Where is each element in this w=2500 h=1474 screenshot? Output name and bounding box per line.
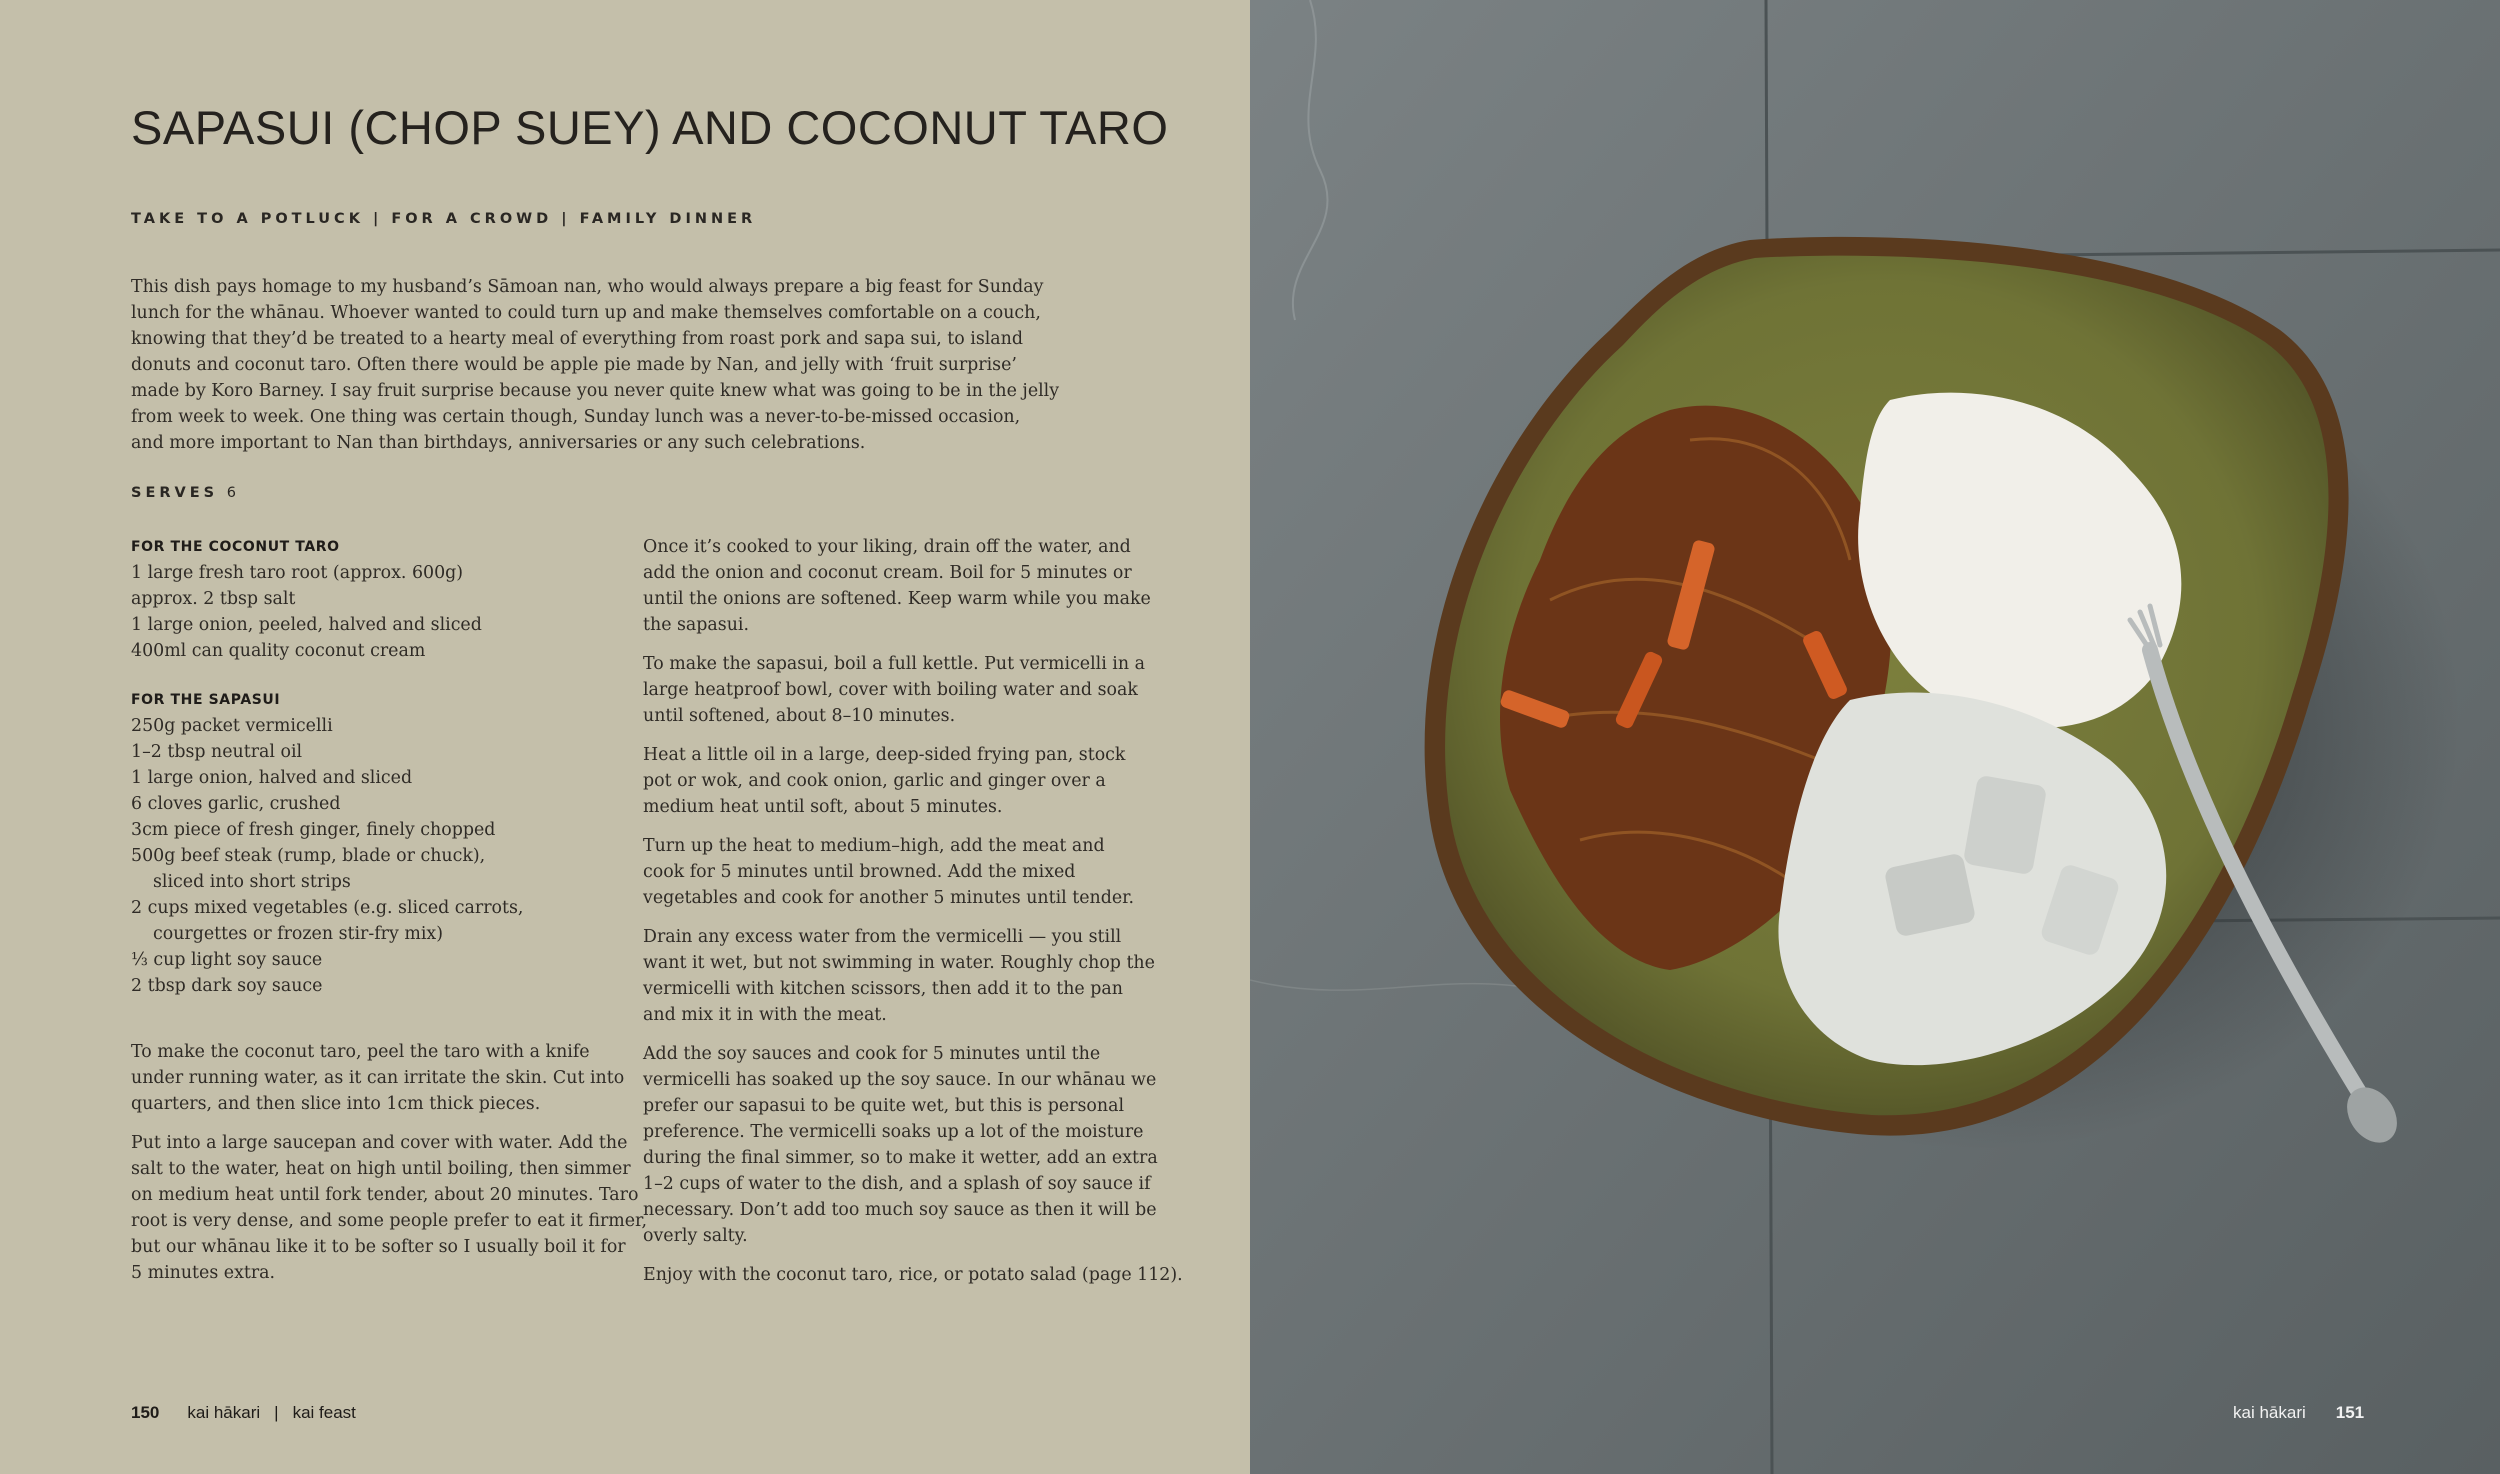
method-line: but our whānau like it to be softer so I usually boil it for xyxy=(131,1237,626,1257)
method-line: Heat a little oil in a large, deep-sided frying pan, stock xyxy=(643,745,1126,765)
method-line: necessary. Don’t add too much soy sauce as then it will be xyxy=(643,1200,1157,1220)
method-line: quarters, and then slice into 1cm thick pieces. xyxy=(131,1094,541,1114)
ingredients-heading: FOR THE SAPASUI xyxy=(131,692,281,708)
method-line: cook for 5 minutes until browned. Add the mixed xyxy=(643,862,1076,882)
ingredients-sapasui xyxy=(131,687,621,999)
left-column xyxy=(131,534,647,1299)
ingredient-item: 2 tbsp dark soy sauce xyxy=(131,976,323,996)
method-paragraph xyxy=(643,651,1143,729)
ingredient-item: 1–2 tbsp neutral oil xyxy=(131,742,303,762)
running-head-section-right: kai hākari xyxy=(2233,1403,2306,1422)
method-line: large heatproof bowl, cover with boiling water and soak xyxy=(643,680,1138,700)
page-number-right: 151 xyxy=(2335,1403,2365,1422)
recipe-tags: TAKE TO A POTLUCK | FOR A CROWD | FAMILY DINNER xyxy=(131,211,757,227)
recipe-title: SAPASUI (CHOP SUEY) AND COCONUT TARO xyxy=(131,101,1169,154)
method-paragraph xyxy=(643,534,1151,638)
ingredient-item: courgettes or frozen stir-fry mix) xyxy=(153,924,443,944)
method-line: overly salty. xyxy=(643,1226,748,1246)
method-paragraph xyxy=(643,742,1143,820)
method-line: Drain any excess water from the vermicelli — you still xyxy=(643,927,1122,947)
method-line: Once it’s cooked to your liking, drain off the water, and xyxy=(643,537,1131,557)
method-line: on medium heat until fork tender, about 20 minutes. Taro xyxy=(131,1185,639,1205)
method-paragraph xyxy=(131,1130,647,1286)
intro-line: and more important to Nan than birthdays, anniversaries or any such celebrations. xyxy=(131,433,866,453)
method-line: want it wet, but not swimming in water. Roughly chop the xyxy=(643,953,1155,973)
ingredient-item: ⅓ cup light soy sauce xyxy=(131,950,323,970)
serves-label: SERVES xyxy=(131,485,219,501)
method-line: pot or wok, and cook onion, garlic and ginger over a xyxy=(643,771,1106,791)
running-head-separator: | xyxy=(274,1403,279,1422)
method-left xyxy=(131,1039,647,1286)
right-column xyxy=(643,534,1183,1301)
serves xyxy=(131,485,240,501)
method-paragraph xyxy=(643,1262,1183,1288)
method-line: salt to the water, heat on high until boiling, then simmer xyxy=(131,1159,631,1179)
footer-left xyxy=(131,1403,356,1423)
method-line: medium heat until soft, about 5 minutes. xyxy=(643,797,1003,817)
page-number-left: 150 xyxy=(131,1403,160,1422)
method-line: vermicelli has soaked up the soy sauce. In our whānau we xyxy=(643,1070,1157,1090)
running-head-section: kai hākari xyxy=(187,1403,261,1422)
method-line: the sapasui. xyxy=(643,615,750,635)
method-line: Enjoy with the coconut taro, rice, or potato salad (page 112). xyxy=(643,1265,1183,1285)
intro-line: made by Koro Barney. I say fruit surprise because you never quite knew what was going to be in the jelly xyxy=(131,381,1060,401)
method-line: add the onion and coconut cream. Boil for 5 minutes or xyxy=(643,563,1132,583)
ingredient-item: sliced into short strips xyxy=(153,872,351,892)
method-line: To make the sapasui, boil a full kettle. Put vermicelli in a xyxy=(643,654,1145,674)
ingredient-item: 1 large onion, peeled, halved and sliced xyxy=(131,615,482,635)
ingredient-item: 400ml can quality coconut cream xyxy=(131,641,426,661)
method-line: 1–2 cups of water to the dish, and a splash of soy sauce if xyxy=(643,1174,1151,1194)
method-line: Turn up the heat to medium–high, add the meat and xyxy=(643,836,1105,856)
ingredients-heading: FOR THE COCONUT TARO xyxy=(131,539,340,555)
ingredient-item: 1 large fresh taro root (approx. 600g) xyxy=(131,563,464,583)
method-line: Add the soy sauces and cook for 5 minutes until the xyxy=(643,1044,1101,1064)
method-line: To make the coconut taro, peel the taro with a knife xyxy=(131,1042,590,1062)
method-line: until the onions are softened. Keep warm while you make xyxy=(643,589,1151,609)
method-paragraph xyxy=(643,833,1143,911)
method-line: Put into a large saucepan and cover with water. Add the xyxy=(131,1133,628,1153)
method-line: and mix it in with the meat. xyxy=(643,1005,887,1025)
food-photo-page xyxy=(1250,0,2500,1474)
serves-value: 6 xyxy=(226,485,240,501)
method-line: during the final simmer, so to make it wetter, add an extra xyxy=(643,1148,1158,1168)
ingredient-item: 6 cloves garlic, crushed xyxy=(131,794,341,814)
running-head-subtitle: kai feast xyxy=(292,1403,356,1422)
method-paragraph xyxy=(643,924,1155,1028)
method-paragraph xyxy=(643,1041,1158,1249)
method-line: root is very dense, and some people prefer to eat it firmer, xyxy=(131,1211,647,1231)
intro-line: knowing that they’d be treated to a hearty meal of everything from roast pork and sapa sui, to island xyxy=(131,329,1024,349)
method-line: under running water, as it can irritate the skin. Cut into xyxy=(131,1068,625,1088)
method-line: vermicelli with kitchen scissors, then add it to the pan xyxy=(643,979,1123,999)
method-line: 5 minutes extra. xyxy=(131,1263,276,1283)
method-line: until softened, about 8–10 minutes. xyxy=(643,706,956,726)
intro-line: from week to week. One thing was certain though, Sunday lunch was a never-to-be-missed occasion, xyxy=(131,407,1021,427)
ingredients-coconut-taro xyxy=(131,534,621,664)
intro-line: This dish pays homage to my husband’s Sāmoan nan, who would always prepare a big feast for Sunday xyxy=(131,277,1044,297)
footer-right xyxy=(2233,1403,2364,1423)
method-line: prefer our sapasui to be quite wet, but this is personal xyxy=(643,1096,1125,1116)
ingredient-item: 1 large onion, halved and sliced xyxy=(131,768,413,788)
intro-line: donuts and coconut taro. Often there would be apple pie made by Nan, and jelly with ‘fruit surprise’ xyxy=(131,355,1017,375)
food-photo xyxy=(1250,0,2500,1474)
method-line: preference. The vermicelli soaks up a lot of the moisture xyxy=(643,1122,1144,1142)
intro-text xyxy=(131,274,1060,456)
ingredient-item: approx. 2 tbsp salt xyxy=(131,589,296,609)
ingredient-item: 3cm piece of fresh ginger, finely chopped xyxy=(131,820,496,840)
intro-line: lunch for the whānau. Whoever wanted to could turn up and make themselves comfortable on a couch, xyxy=(131,303,1041,323)
ingredient-item: 500g beef steak (rump, blade or chuck), xyxy=(131,846,486,866)
method-line: vegetables and cook for another 5 minutes until tender. xyxy=(643,888,1135,908)
method-paragraph xyxy=(131,1039,625,1117)
ingredient-item: 2 cups mixed vegetables (e.g. sliced carrots, xyxy=(131,898,524,918)
ingredient-item: 250g packet vermicelli xyxy=(131,716,333,736)
